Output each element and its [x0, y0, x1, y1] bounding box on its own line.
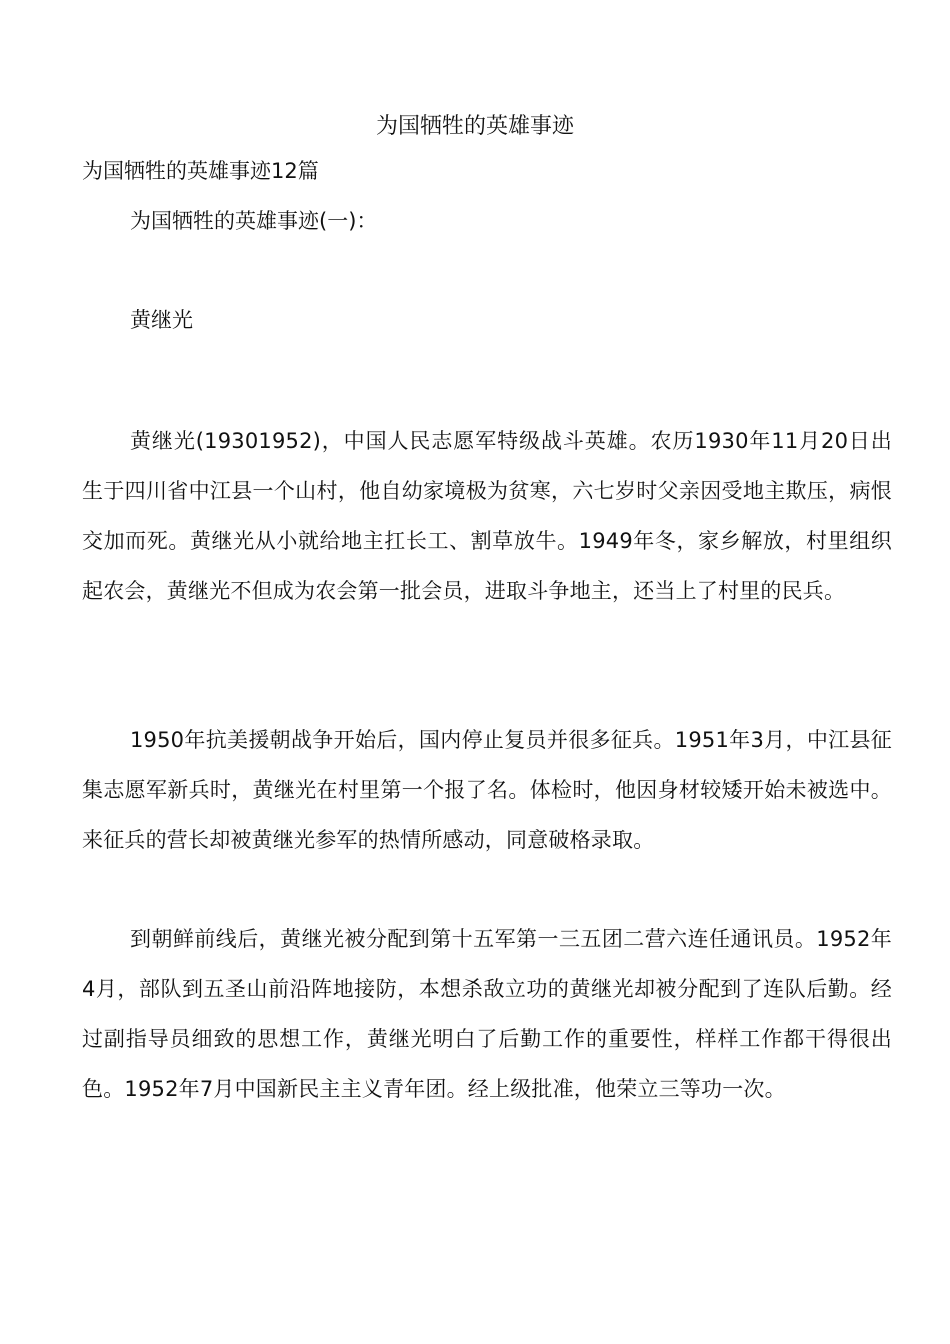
document-title: 为国牺牲的英雄事迹: [375, 114, 574, 139]
hero-name-heading: 黄继光: [130, 308, 193, 332]
body-paragraph-2: 1950年抗美援朝战争开始后，国内停止复员并很多征兵。1951年3月，中江县征集志愿军新兵时，黄继光在村里第一个报了名。体检时，他因身材较矮开始未被选中。来征兵的营长却被黄继光参军的热情所感动，同意破格录取。: [82, 728, 892, 852]
section-heading: 为国牺牲的英雄事迹(一)：: [130, 209, 378, 233]
document-subtitle: 为国牺牲的英雄事迹12篇: [82, 159, 319, 183]
body-paragraph-1: 黄继光(19301952)，中国人民志愿军特级战斗英雄。农历1930年11月20日出生于四川省中江县一个山村，他自幼家境极为贫寒，六七岁时父亲因受地主欺压，病恨交加而死。黄继光从小就给地主扛长工、割草放牛。1949年冬，家乡解放，村里组织起农会，黄继光不但成为农会第一批会员，进取斗争地主，还当上了村里的民兵。: [82, 429, 892, 603]
body-paragraph-3: 到朝鲜前线后，黄继光被分配到第十五军第一三五团二营六连任通讯员。1952年4月，部队到五圣山前沿阵地接防，本想杀敌立功的黄继光却被分配到了连队后勤。经过副指导员细致的思想工作，黄继光明白了后勤工作的重要性，样样工作都干得很出色。1952年7月中国新民主主义青年团。经上级批准，他荣立三等功一次。: [82, 927, 892, 1101]
